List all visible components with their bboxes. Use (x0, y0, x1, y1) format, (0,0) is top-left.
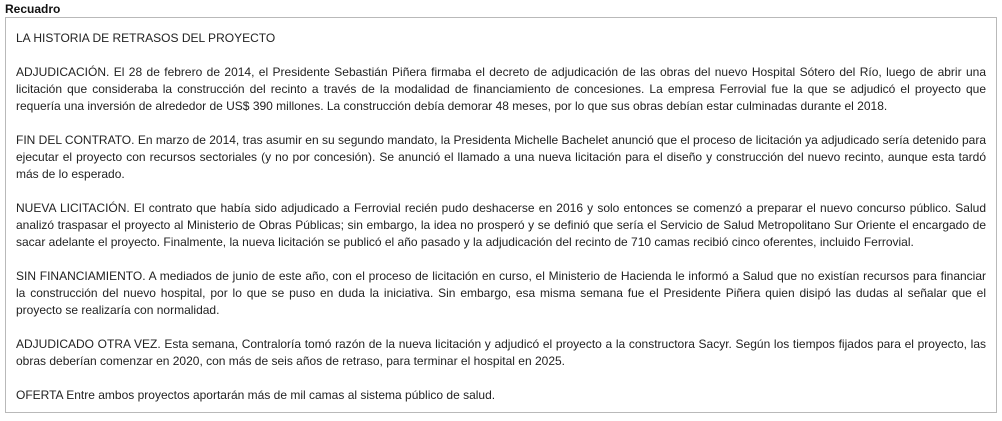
paragraph-nueva-licitacion: NUEVA LICITACIÓN. El contrato que había sido adjudicado a Ferrovial recién pudo deshacerse en 2016 y solo entonces se comenzó a preparar el nuevo concurso público. Salud analizó traspasar el proyecto al Ministerio de Obras Públicas; sin embargo, la idea no prosperó y se definió que sería el Servicio de Salud Metropolitano Sur Oriente el encargado de sacar adelante el proyecto. Finalmente, la nueva licitación se publicó el año pasado y la adjudicación del recinto de 710 camas recibió cinco oferentes, incluido Ferrovial. (16, 201, 986, 249)
box-label: Recuadro (5, 2, 61, 16)
paragraph-adjudicacion: ADJUDICACIÓN. El 28 de febrero de 2014, el Presidente Sebastián Piñera firmaba el decreto de adjudicación de las obras del nuevo Hospital Sótero del Río, luego de abrir una licitación que consideraba la construcción del recinto a través de la modalidad de financiamiento de concesiones. La empresa Ferrovial fue la que se adjudicó el proyecto que requería una inversión de alrededor de US$ 390 millones. La construcción debía demorar 48 meses, por lo que sus obras debían estar culminadas durante el 2018. (16, 65, 986, 113)
box-title: LA HISTORIA DE RETRASOS DEL PROYECTO (16, 31, 276, 45)
paragraph-sin-financiamiento: SIN FINANCIAMIENTO. A mediados de junio de este año, con el proceso de licitación en curso, el Ministerio de Hacienda le informó a Salud que no existían recursos para financiar la construcción del nuevo hospital, por lo que se puso en duda la iniciativa. Sin embargo, esa misma semana fue el Presidente Piñera quien disipó las dudas al señalar que el proyecto se realizaría con normalidad. (16, 269, 986, 317)
paragraph-oferta: OFERTA Entre ambos proyectos aportarán más de mil camas al sistema público de salud. (16, 388, 496, 402)
paragraph-fin-del-contrato: FIN DEL CONTRATO. En marzo de 2014, tras asumir en su segundo mandato, la Presidenta Michelle Bachelet anunció que el proceso de licitación ya adjudicado sería detenido para ejecutar el proyecto con recursos sectoriales (y no por concesión). Se anunció el llamado a una nueva licitación para el diseño y construcción del nuevo recinto, aunque esta tardó más de lo esperado. (16, 133, 986, 181)
paragraph-adjudicado-otra-vez: ADJUDICADO OTRA VEZ. Esta semana, Contraloría tomó razón de la nueva licitación y adjudicó el proyecto a la constructora Sacyr. Según los tiempos fijados para el proyecto, las obras deberían comenzar en 2020, con más de seis años de retraso, para terminar el hospital en 2025. (16, 337, 986, 368)
sidebar-box (5, 17, 997, 413)
